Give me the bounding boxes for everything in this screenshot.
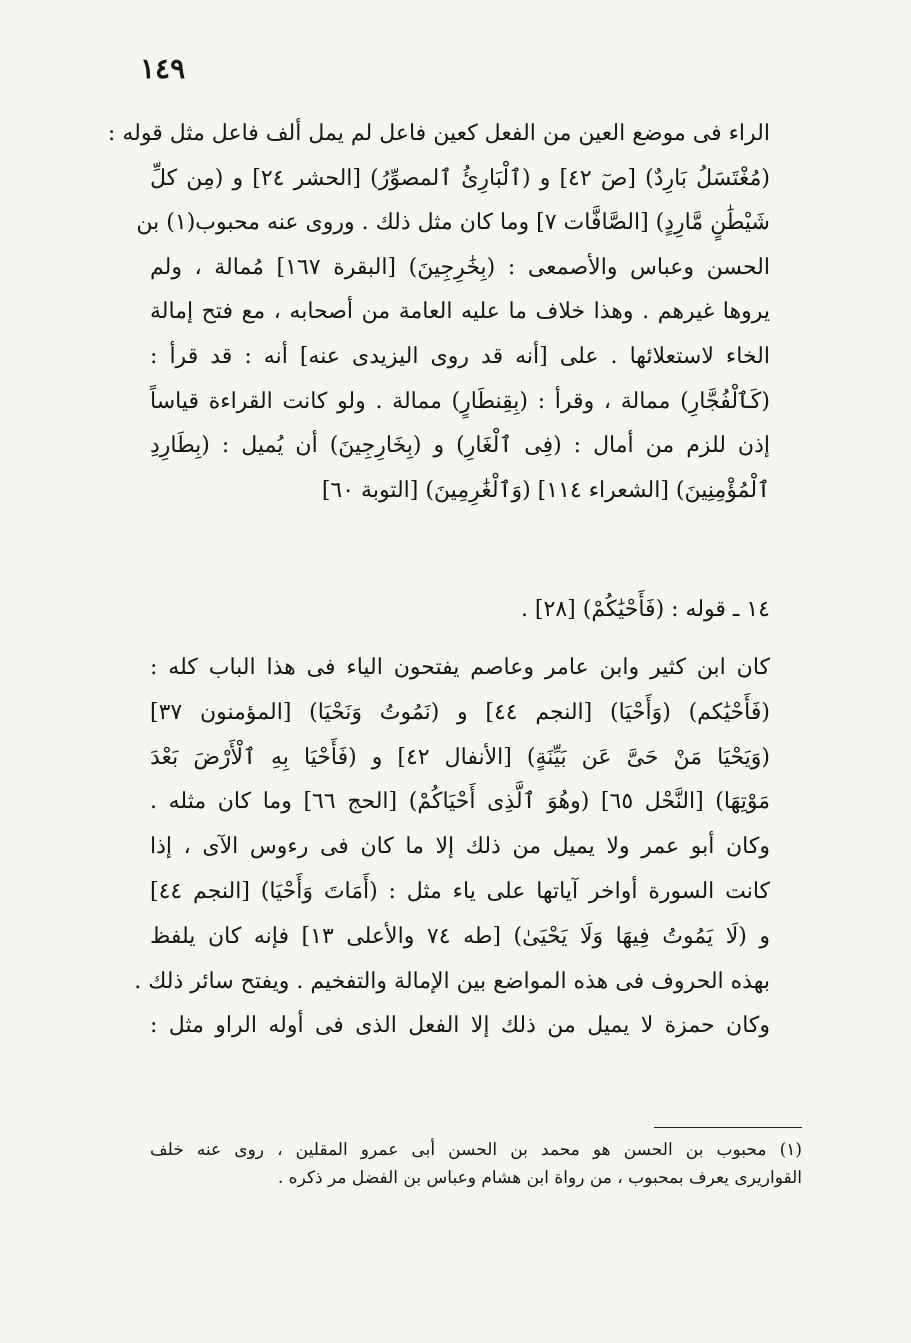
text-line: مَوْتِهَا) [النَّحْل ٦٥] (وهُوَ ٱلَّذِى أَحْيَاكُمْ) [الحج ٦٦] وما كان مثله .: [150, 789, 770, 815]
text-line: الراء فى موضع العين من الفعل كعين فاعل لم يمل ألف فاعل مثل قوله :: [107, 121, 770, 146]
paragraph-2: [134, 646, 770, 1049]
text-line: وكان حمزة لا يميل من ذلك إلا الفعل الذى فى أوله الراو مثل :: [150, 1013, 770, 1039]
text-line: (كَٱلْفُجَّارِ) ممالة ، وقرأ : (بِقِنطَارٍ) ممالة . ولو كانت القراءة قياساً: [150, 388, 770, 414]
footnote: [150, 1136, 802, 1192]
text-line: (فَأَحْيَٰكم) (وَأَحْيَا) [النجم ٤٤] و (نَمُوتُ وَنَحْيَا) [المؤمنون ٣٧]: [150, 699, 770, 725]
footnote-divider: [654, 1127, 802, 1128]
paragraph-1: [107, 112, 770, 513]
section-heading: ١٤ ـ قوله : (فَأَحْيَٰكُمْ) [٢٨] .: [520, 597, 770, 622]
text-line: بهذه الحروف فى هذه المواضع بين الإمالة والتفخيم . ويفتح سائر ذلك .: [134, 968, 770, 994]
text-line: الحسن وعباس والأصمعى : (بِخَٰرِجِينَ) [البقرة ١٦٧] مُمالة ، ولم: [150, 254, 770, 280]
footnote-line: (١) محبوب بن الحسن هو محمد بن الحسن أبى عمرو المقلين ، روى عنه خلف: [150, 1140, 802, 1160]
footnote-line: القواريرى يعرف بمحبوب ، من رواة ابن هشام وعباس بن الفضل مر ذكره .: [277, 1168, 802, 1188]
text-line: كانت السورة أواخر آياتها على ياء مثل : (أَمَاتَ وَأَحْيَا) [النجم ٤٤]: [150, 878, 770, 904]
text-line: يروها غيرهم . وهذا خلاف ما عليه العامة من أصحابه ، مع فتح إمالة: [150, 299, 770, 325]
text-line: ٱلْمُؤْمِنِينَ) [الشعراء ١١٤] (وَٱلْغَٰرِمِينَ) [التوبة ٦٠]: [321, 477, 770, 503]
text-line: الخاء لاستعلائها . على [أنه قد روى اليزيدى عنه] أنه : قد قرأ :: [150, 343, 770, 369]
text-line: كان ابن كثير وابن عامر وعاصم يفتحون الياء فى هذا الباب كله :: [150, 655, 770, 680]
text-line: (مُغْتَسَلُ بَارِدٌ) [صٓ ٤٢] و (ٱلْبَارِئُ ٱلمصوِّرُ) [الحشر ٢٤] و (مِن كلِّ: [150, 165, 770, 191]
text-line: إذن للزم من أمال : (فِى ٱلْغَارِ) و (بِخَارِجِينَ) أن يُميل : (بِطَارِدِ: [150, 433, 770, 459]
page-number: ١٤٩: [140, 52, 186, 85]
text-line: شَيْطَٰنٍ مَّارِدٍ) [الصَّافَّات ٧] وما كان مثل ذلك . وروى عنه محبوب(١) بن: [136, 210, 770, 236]
text-line: و (لَا يَمُوتُ فِيهَا وَلَا يَحْيَىٰ) [طه ٧٤ والأعلى ١٣] فإنه كان يلفظ: [150, 923, 770, 949]
text-line: وكان أبو عمر ولا يميل من ذلك إلا ما كان فى رءوس الآى ، إذا: [150, 834, 770, 860]
text-line: (وَيَحْيَا مَنْ حَىَّ عَن بَيِّنَةٍ) [الأنفال ٤٢] و (فَأَحْيَا بِهِ ٱلْأَرْضَ بَعْدَ: [150, 744, 770, 770]
